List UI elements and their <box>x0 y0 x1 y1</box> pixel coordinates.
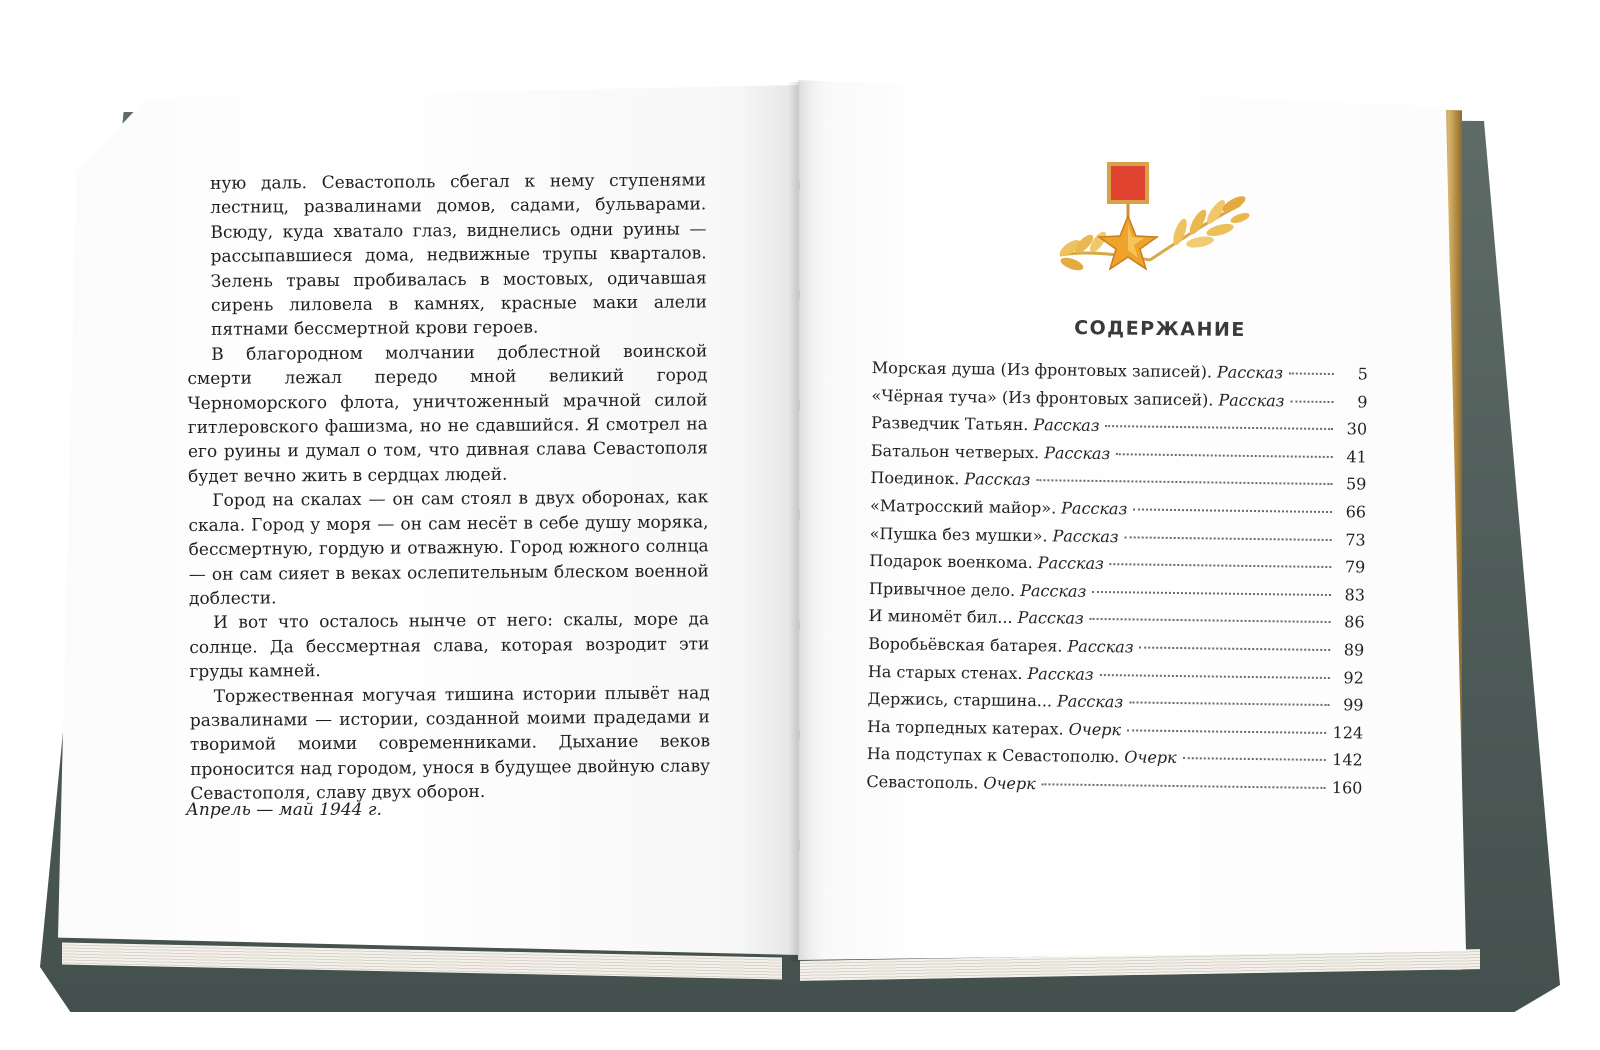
leader-dots <box>1183 757 1327 761</box>
binding-stitch <box>797 730 800 740</box>
binding-stitch <box>797 400 800 410</box>
left-page-body <box>186 168 710 806</box>
leader-dots <box>1139 646 1330 650</box>
leader-dots <box>1290 400 1333 403</box>
toc-entry: Разведчик Татьян. Рассказ 30 <box>871 413 1368 439</box>
toc-entry: Батальон четверых. Рассказ 41 <box>870 440 1367 467</box>
binding-stitch <box>797 510 800 520</box>
binding-stitch <box>797 290 800 300</box>
leader-dots <box>1133 508 1332 513</box>
toc-entry: Привычное дело. Рассказ 83 <box>868 578 1366 605</box>
paragraph: И вот что осталось нынче от него: скалы, море да солнце. Да бессмертная слава, которая возродит эти груды камней. <box>189 609 710 683</box>
spine-gutter <box>788 82 810 962</box>
toc-entry: «Чёрная туча» (Из фронтовых записей). Рассказ 9 <box>871 385 1368 412</box>
toc-entry: На подступах к Севастополю. Очерк 142 <box>866 744 1363 770</box>
toc-entry: Поединок. Рассказ 59 <box>870 468 1367 494</box>
toc-entry: На торпедных катерах. Очерк 124 <box>867 716 1364 743</box>
leader-dots <box>1116 453 1333 458</box>
binding-stitch <box>797 620 800 630</box>
toc-entry: «Матросский майор». Рассказ 66 <box>869 495 1367 522</box>
paragraph: Торжественная могучая тишина истории плывёт над развалинами — истории, созданной моими прадедами и творимой моими современниками. Дыхание веков проносится над городом, унося в будущее двойную славу Севастополя, славу двух оборон. <box>189 682 711 805</box>
toc-entry: И миномёт бил... Рассказ 86 <box>868 606 1365 632</box>
toc-entry: «Пушка без мушки». Рассказ 73 <box>869 523 1366 550</box>
leader-dots <box>1036 480 1332 486</box>
paragraph: Город на скалах — он сам стоял в двух оборонах, как скала. Город у моря — он сам несёт в себе душу моряка, бессмертную, гордую и отважную. Город южного солнца — он сам сияет в веках ослепительным блеском военной доблести. <box>188 487 709 609</box>
toc-entry: Севастополь. Очерк 160 <box>866 771 1363 798</box>
leader-dots <box>1090 618 1331 623</box>
leader-dots <box>1127 729 1327 734</box>
leader-dots <box>1100 674 1330 679</box>
binding-stitch <box>797 180 800 190</box>
toc-entry: Держись, старшина... Рассказ 99 <box>867 689 1364 715</box>
date-signature: Апрель — май 1944 г. <box>186 800 382 820</box>
leader-dots <box>1125 536 1332 541</box>
leader-dots <box>1129 702 1329 707</box>
table-of-contents <box>866 358 1368 806</box>
hero-star-medal-icon <box>1050 160 1250 280</box>
paragraph: ную даль. Севастополь сбегал к нему ступенями лестниц, развалинами домов, садами, бульварами. Всюду, куда хватало глаз, виднелись одни руины — рассыпавшиеся дома, недвижные трупы кварталов. Зелень травы пробивалась в мостовых, одичавшая сирень лиловела в камнях, красные маки алели пятнами бессмертной крови героев. <box>210 170 707 341</box>
toc-entry: Морская душа (Из фронтовых записей). Рассказ 5 <box>871 358 1368 384</box>
toc-entry: Воробьёвская батарея. Рассказ 89 <box>868 633 1365 660</box>
toc-heading: СОДЕРЖАНИЕ <box>1074 316 1246 342</box>
leader-dots <box>1110 563 1332 568</box>
toc-entry: На старых стенах. Рассказ 92 <box>867 661 1364 687</box>
leader-dots <box>1092 591 1331 596</box>
toc-entry: Подарок военкома. Рассказ 79 <box>869 551 1366 577</box>
binding-stitch <box>797 840 800 850</box>
leader-dots <box>1289 372 1334 375</box>
leader-dots <box>1042 783 1326 789</box>
leader-dots <box>1105 425 1333 430</box>
paragraph: В благородном молчании доблестной воинской смерти лежал передо мной великий город Черноморского флота, уничтоженный мрачной силой гитлеровского фашизма, но не сдавшийся. Я смотрел на его руины и думал о том, что дивная слава Севастополя будет вечно жить в сердцах людей. <box>187 341 709 487</box>
